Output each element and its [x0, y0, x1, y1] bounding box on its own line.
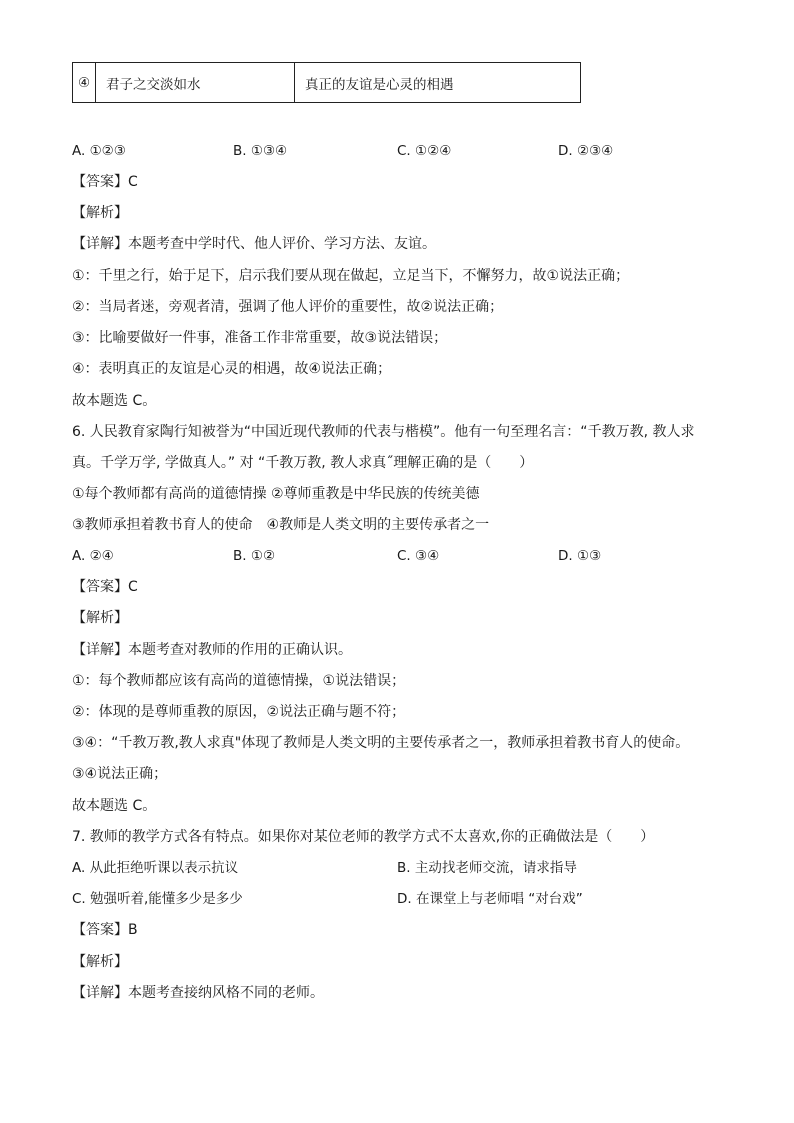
q5-option-d: D. ②③④ [558, 143, 614, 159]
q5-option-b: B. ①③④ [233, 143, 288, 159]
q7-option-c: C. 勉强听着,能懂多少是多少 [72, 891, 243, 907]
q6-items-line-1: ①每个教师都有高尚的道德情操 ②尊师重教是中华民族的传统美德 [72, 486, 480, 502]
q5-point-1: ①：千里之行，始于足下，启示我们要从现在做起，立足当下，不懈努力，故①说法正确； [72, 268, 630, 284]
q5-option-a: A. ①②③ [72, 143, 126, 159]
comparison-table [72, 62, 581, 103]
q7-option-d: D. 在课堂上与老师唱 “对台戏” [397, 891, 583, 907]
q5-detail: 【详解】本题考查中学时代、他人评价、学习方法、友谊。 [72, 236, 436, 252]
q6-point-2: ②：体现的是尊师重教的原因，②说法正确与题不符； [72, 704, 406, 720]
q5-point-3: ③：比喻要做好一件事，准备工作非常重要，故③说法错误； [72, 330, 448, 346]
q6-option-c: C. ③④ [397, 548, 440, 564]
q7-answer: 【答案】B [72, 922, 138, 938]
row-number: ④ [73, 63, 96, 103]
q5-point-2: ②：当局者迷，旁观者清，强调了他人评价的重要性，故②说法正确； [72, 299, 504, 315]
q6-conclusion: 故本题选 C。 [72, 798, 157, 814]
q7-analysis-label: 【解析】 [72, 954, 128, 970]
q6-point-4: ③④说法正确； [72, 766, 168, 782]
q7-detail: 【详解】本题考查接纳风格不同的老师。 [72, 985, 324, 1001]
saying-cell: 君子之交淡如水 [96, 63, 295, 103]
q5-conclusion: 故本题选 C。 [72, 393, 157, 409]
q6-items-line-2: ③教师承担着教书育人的使命 ④教师是人类文明的主要传承者之一 [72, 517, 490, 533]
q6-point-3: ③④：“千教万教,教人求真"体现了教师是人类文明的主要传承者之一，教师承担着教书育人的使命。 [72, 735, 690, 751]
q7-option-b: B. 主动找老师交流，请求指导 [397, 860, 577, 876]
meaning-cell: 真正的友谊是心灵的相遇 [295, 63, 581, 103]
table-row [73, 63, 581, 103]
q5-answer: 【答案】C [72, 174, 138, 190]
q7-stem: 7. 教师的教学方式各有特点。如果你对某位老师的教学方式不太喜欢,你的正确做法是（ ） [72, 829, 655, 845]
q5-point-4: ④：表明真正的友谊是心灵的相遇，故④说法正确； [72, 361, 392, 377]
q6-stem-line-2: 真。千学万学, 学做真人。” 对 “千教万教, 教人求真˝理解正确的是（ ） [72, 455, 534, 471]
q6-option-a: A. ②④ [72, 548, 114, 564]
q5-analysis-label: 【解析】 [72, 205, 128, 221]
q6-detail: 【详解】本题考查对教师的作用的正确认识。 [72, 642, 352, 658]
q6-option-b: B. ①② [233, 548, 276, 564]
q6-answer: 【答案】C [72, 579, 138, 595]
q6-stem-line-1: 6. 人民教育家陶行知被誉为“中国近现代教师的代表与楷模”。他有一句至理名言：“千教万教, 教人求 [72, 424, 695, 440]
q5-option-c: C. ①②④ [397, 143, 452, 159]
q6-analysis-label: 【解析】 [72, 610, 128, 626]
q6-option-d: D. ①③ [558, 548, 602, 564]
q7-option-a: A. 从此拒绝听课以表示抗议 [72, 860, 239, 876]
q6-point-1: ①：每个教师都应该有高尚的道德情操，①说法错误； [72, 673, 406, 689]
